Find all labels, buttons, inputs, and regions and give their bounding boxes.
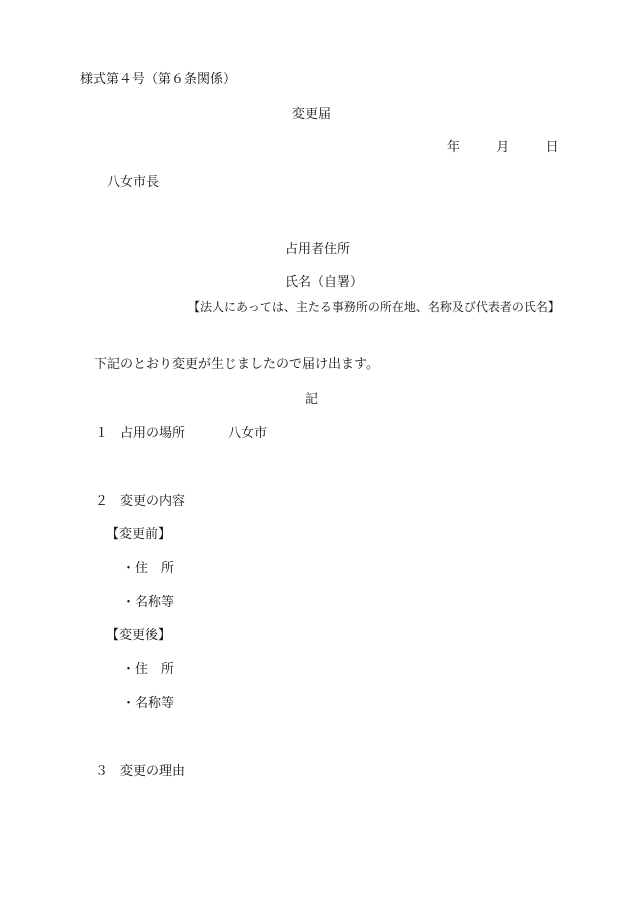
date-line [447,140,559,156]
addressee: 八女市長 [107,175,160,190]
date-year: 年 [447,140,461,155]
ki-label: 記 [305,392,319,407]
item-1-number: １ [95,426,109,441]
item-3-number: ３ [95,764,109,779]
item-1-value: 八女市 [228,426,268,441]
item-2-number: ２ [95,494,109,509]
form-number: 様式第４号（第６条関係） [80,72,237,87]
before-heading: 【変更前】 [106,527,172,542]
date-month: 月 [496,140,510,155]
corporate-note: 【法人にあっては、主たる事務所の所在地、名称及び代表者の氏名】 [188,300,560,314]
document-title: 変更届 [292,107,332,122]
applicant-name-label: 氏名（自署） [285,275,364,290]
after-address-label: ・住 所 [122,662,175,677]
date-day: 日 [545,140,559,155]
item-2-label: 変更の内容 [120,494,186,509]
item-3-label: 変更の理由 [120,764,186,779]
before-name-label: ・名称等 [122,595,175,610]
before-address-label: ・住 所 [122,561,175,576]
after-name-label: ・名称等 [122,696,175,711]
body-text: 下記のとおり変更が生じましたので届け出ます。 [94,357,379,372]
item-1-label: 占用の場所 [120,426,186,441]
after-heading: 【変更後】 [106,628,172,643]
applicant-address-label: 占用者住所 [285,242,351,257]
